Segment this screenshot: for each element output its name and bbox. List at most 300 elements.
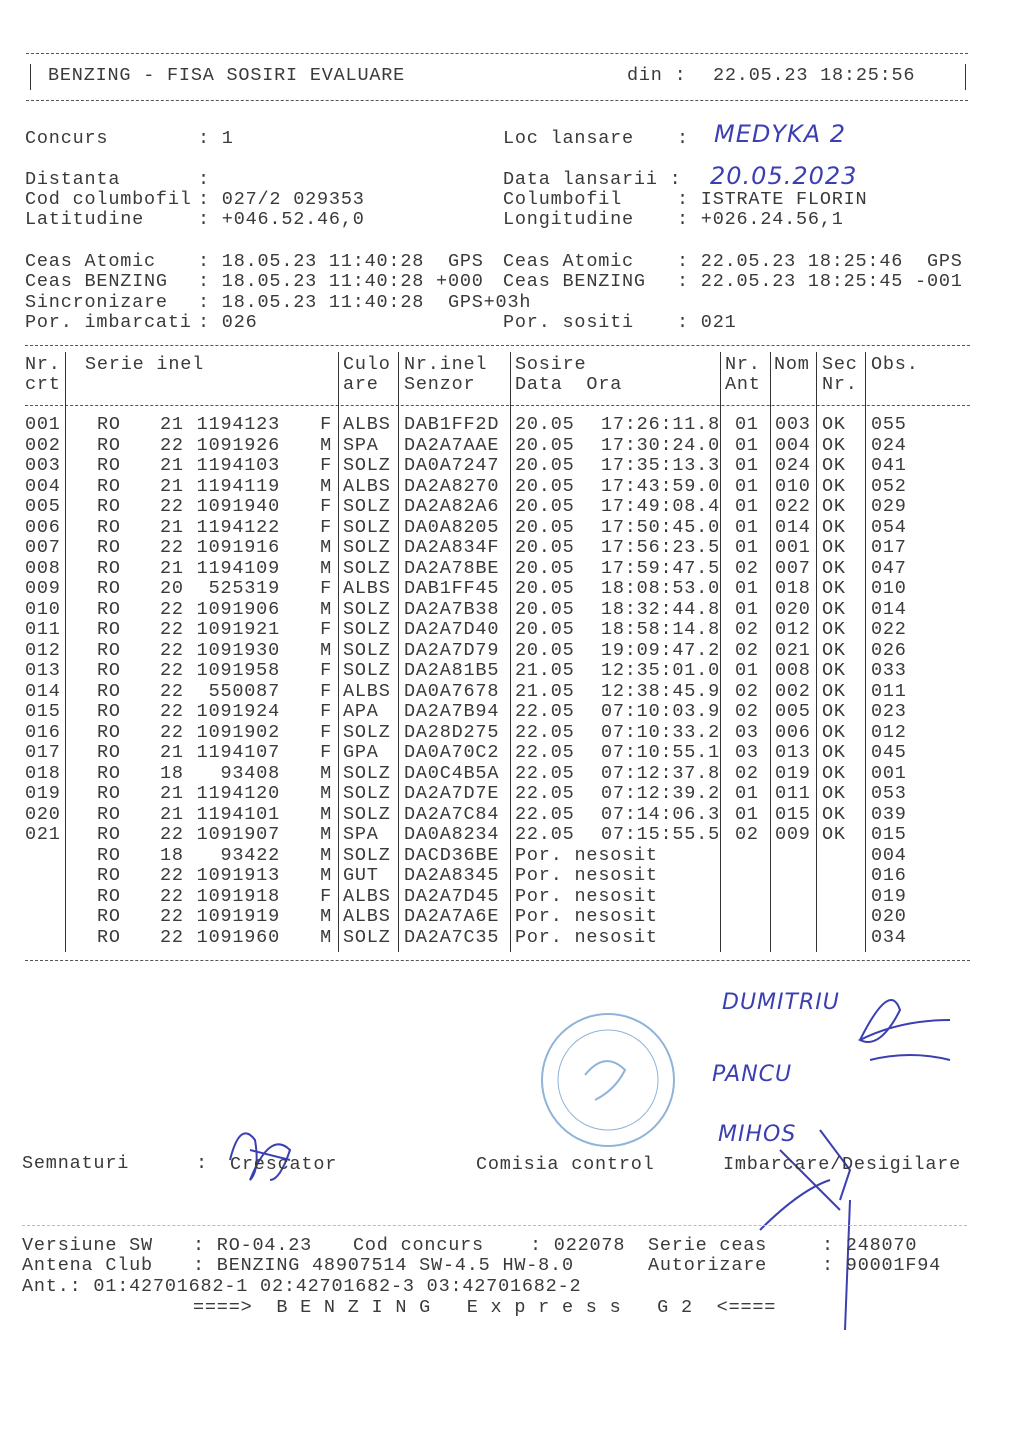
cell-arrival-time: 17:59:47.5 — [600, 557, 720, 579]
cell-nom: 019 — [775, 762, 811, 784]
cell-arrival-time: 17:56:23.5 — [600, 537, 720, 558]
cell-ring-number: 525319 — [208, 578, 280, 599]
cell-arrival-date: Por. nesosit — [515, 906, 658, 927]
cell-nr-crt: 020 — [25, 803, 61, 825]
ceas-benzing-start-label: Ceas BENZING — [25, 271, 168, 292]
cell-obs: 026 — [871, 639, 907, 661]
cell-antenna: 01 — [735, 475, 759, 497]
cell-country: RO — [97, 496, 121, 517]
ceas-atomic-end-label: Ceas Atomic — [503, 251, 634, 272]
cell-sec-nr: OK — [822, 660, 846, 681]
cell-nr-crt: 011 — [25, 619, 61, 640]
cell-obs: 010 — [871, 578, 907, 599]
cell-year: 22 — [160, 619, 184, 640]
cell-color: SOLZ — [343, 496, 391, 517]
cell-country: RO — [97, 475, 121, 497]
cod-concurs-value: : 022078 — [530, 1235, 626, 1256]
cell-color: SOLZ — [343, 803, 391, 825]
report-datetime: 22.05.23 18:25:56 — [713, 65, 916, 86]
cell-nr-crt: 002 — [25, 434, 61, 456]
cell-color: SOLZ — [343, 660, 391, 681]
cell-arrival-time: 12:35:01.0 — [600, 660, 720, 681]
cell-sensor-id: DA2A7B94 — [404, 701, 500, 722]
cell-country: RO — [97, 926, 121, 948]
cell-sec-nr: OK — [822, 475, 846, 497]
signature-name-pancu: PANCU — [712, 1062, 793, 1087]
cell-color: ALBS — [343, 680, 391, 702]
header-senzor: Senzor — [404, 374, 476, 395]
signature-name-dumitriu: DUMITRIU — [722, 990, 840, 1015]
cell-antenna: 01 — [735, 660, 759, 681]
concurs-value: : 1 — [198, 128, 234, 149]
cell-nom: 015 — [775, 803, 811, 825]
cell-sec-nr: OK — [822, 516, 846, 538]
cell-arrival-date: 22.05 — [515, 762, 575, 784]
cell-obs: 004 — [871, 844, 907, 866]
cell-arrival-time: 07:15:55.5 — [600, 824, 720, 845]
cell-country: RO — [97, 455, 121, 476]
cell-arrival-date: 20.05 — [515, 537, 575, 558]
cell-country: RO — [97, 783, 121, 804]
cell-color: GUT — [343, 865, 379, 886]
club-stamp — [542, 1014, 674, 1146]
cell-obs: 052 — [871, 475, 907, 497]
cell-sensor-id: DA2A8345 — [404, 865, 500, 886]
cell-obs: 019 — [871, 885, 907, 907]
cell-arrival-time: 07:14:06.3 — [600, 803, 720, 825]
cell-color: SOLZ — [343, 639, 391, 661]
cell-color: SOLZ — [343, 557, 391, 579]
cell-country: RO — [97, 906, 121, 927]
cell-color: SOLZ — [343, 762, 391, 784]
cell-sensor-id: DA2A7D7E — [404, 783, 500, 804]
cell-color: SOLZ — [343, 844, 391, 866]
cell-nom: 003 — [775, 414, 811, 435]
cell-country: RO — [97, 844, 121, 866]
cell-obs: 020 — [871, 906, 907, 927]
crescator-label: Crescator — [230, 1154, 338, 1175]
cell-arrival-date: 20.05 — [515, 414, 575, 435]
cell-obs: 024 — [871, 434, 907, 456]
cell-arrival-time: 07:12:39.2 — [600, 783, 720, 804]
cell-country: RO — [97, 721, 121, 743]
cell-sex: F — [320, 516, 332, 538]
cell-color: ALBS — [343, 578, 391, 599]
cell-arrival-time: 18:08:53.0 — [600, 578, 720, 599]
cell-arrival-time: 19:09:47.2 — [600, 639, 720, 661]
cell-antenna: 03 — [735, 742, 759, 763]
cell-country: RO — [97, 762, 121, 784]
cell-year: 21 — [160, 475, 184, 497]
cell-obs: 045 — [871, 742, 907, 763]
header-sec-nr: Nr. — [822, 374, 858, 395]
commission-signature-1 — [860, 1000, 950, 1060]
cell-arrival-date: 20.05 — [515, 455, 575, 476]
cell-antenna: 01 — [735, 414, 759, 435]
cell-ring-number: 1091924 — [196, 701, 280, 722]
cell-ring-number: 1091906 — [196, 598, 280, 620]
cell-sensor-id: DA0A7678 — [404, 680, 500, 702]
cell-ring-number: 93422 — [220, 844, 280, 866]
cell-year: 22 — [160, 660, 184, 681]
cell-country: RO — [97, 516, 121, 538]
cell-obs: 015 — [871, 824, 907, 845]
loc-lansare-label: Loc lansare — [503, 128, 634, 149]
ceas-atomic-start-label: Ceas Atomic — [25, 251, 156, 272]
cell-sensor-id: DA2A7B38 — [404, 598, 500, 620]
cell-sec-nr: OK — [822, 824, 846, 845]
cell-sec-nr: OK — [822, 598, 846, 620]
cell-obs: 053 — [871, 783, 907, 804]
cell-sec-nr: OK — [822, 680, 846, 702]
cell-arrival-date: 22.05 — [515, 783, 575, 804]
cell-arrival-date: 20.05 — [515, 557, 575, 579]
cell-nr-crt: 003 — [25, 455, 61, 476]
cell-sec-nr: OK — [822, 803, 846, 825]
cell-ring-number: 1091930 — [196, 639, 280, 661]
cell-nom: 013 — [775, 742, 811, 763]
cell-nom: 010 — [775, 475, 811, 497]
cell-color: ALBS — [343, 885, 391, 907]
latitudine-label: Latitudine — [25, 209, 145, 230]
cod-concurs-label: Cod concurs — [353, 1235, 484, 1256]
cell-arrival-date: Por. nesosit — [515, 926, 658, 948]
cell-sensor-id: DA0C4B5A — [404, 762, 500, 784]
cell-nom: 008 — [775, 660, 811, 681]
antenna-list: Ant.: 01:42701682-1 02:42701682-3 03:42701682-2 — [22, 1276, 582, 1297]
por-imbarcati-value: : 026 — [198, 312, 258, 333]
cell-color: GPA — [343, 742, 379, 763]
cell-sex: M — [320, 639, 332, 661]
cell-year: 21 — [160, 742, 184, 763]
cell-country: RO — [97, 578, 121, 599]
cell-year: 21 — [160, 455, 184, 476]
sincronizare-label: Sincronizare — [25, 292, 168, 313]
cell-ring-number: 1194119 — [196, 475, 280, 497]
autorizare-label: Autorizare — [648, 1255, 768, 1276]
cell-sex: M — [320, 762, 332, 784]
cell-year: 21 — [160, 414, 184, 435]
cell-sex: F — [320, 619, 332, 640]
cell-nr-crt: 014 — [25, 680, 61, 702]
cell-arrival-time: 07:12:37.8 — [600, 762, 720, 784]
cell-year: 22 — [160, 885, 184, 907]
cell-year: 18 — [160, 762, 184, 784]
cell-nr-crt: 006 — [25, 516, 61, 538]
cell-country: RO — [97, 660, 121, 681]
cell-sensor-id: DAB1FF45 — [404, 578, 500, 599]
por-sositi-label: Por. sositi — [503, 312, 634, 333]
header-culoare-1: Culo — [343, 354, 391, 375]
header-nr: Nr. — [25, 354, 61, 375]
cell-sec-nr: OK — [822, 742, 846, 763]
cell-sex: M — [320, 803, 332, 825]
cell-nom: 018 — [775, 578, 811, 599]
cell-ring-number: 1091913 — [196, 865, 280, 886]
cell-sensor-id: DA28D275 — [404, 721, 500, 743]
cell-obs: 016 — [871, 865, 907, 886]
cell-sec-nr: OK — [822, 496, 846, 517]
cell-country: RO — [97, 824, 121, 845]
data-lansarii-handwritten: 20.05.2023 — [710, 162, 858, 190]
cell-nr-crt: 013 — [25, 660, 61, 681]
cell-sec-nr: OK — [822, 639, 846, 661]
cell-sex: F — [320, 742, 332, 763]
cell-country: RO — [97, 414, 121, 435]
cell-arrival-date: Por. nesosit — [515, 885, 658, 907]
cell-sec-nr: OK — [822, 557, 846, 579]
cell-arrival-time: 18:32:44.8 — [600, 598, 720, 620]
cell-sensor-id: DA2A82A6 — [404, 496, 500, 517]
cell-obs: 034 — [871, 926, 907, 948]
header-nom: Nom — [774, 354, 810, 375]
cell-nr-crt: 009 — [25, 578, 61, 599]
cell-ring-number: 1091919 — [196, 906, 280, 927]
cell-antenna: 02 — [735, 824, 759, 845]
cell-obs: 012 — [871, 721, 907, 743]
cell-sensor-id: DA2A78BE — [404, 557, 500, 579]
cell-arrival-time: 17:30:24.0 — [600, 434, 720, 456]
cell-sensor-id: DA2A7D45 — [404, 885, 500, 907]
latitudine-value: : +046.52.46,0 — [198, 209, 365, 230]
header-data-ora: Data Ora — [515, 374, 623, 395]
cell-antenna: 01 — [735, 783, 759, 804]
cell-arrival-date: 22.05 — [515, 803, 575, 825]
versiune-sw-value: : RO-04.23 — [193, 1235, 313, 1256]
cell-nom: 002 — [775, 680, 811, 702]
cell-arrival-time: 17:35:13.3 — [600, 455, 720, 476]
cell-antenna: 02 — [735, 619, 759, 640]
cell-arrival-date: 20.05 — [515, 598, 575, 620]
header-culoare-2: are — [343, 374, 379, 395]
cell-sensor-id: DA2A7C35 — [404, 926, 500, 948]
cell-arrival-date: 20.05 — [515, 578, 575, 599]
cell-nom: 024 — [775, 455, 811, 476]
cell-sex: M — [320, 844, 332, 866]
cell-arrival-date: 20.05 — [515, 434, 575, 456]
cell-nom: 007 — [775, 557, 811, 579]
cell-sensor-id: DACD36BE — [404, 844, 500, 866]
cell-antenna: 01 — [735, 434, 759, 456]
cell-ring-number: 1091926 — [196, 434, 280, 456]
cell-sensor-id: DA2A7AAE — [404, 434, 500, 456]
por-sositi-value: : 021 — [677, 312, 737, 333]
cell-year: 22 — [160, 434, 184, 456]
cell-nr-crt: 015 — [25, 701, 61, 722]
cell-sensor-id: DA0A8234 — [404, 824, 500, 845]
comisia-control-label: Comisia control — [476, 1154, 655, 1175]
cell-nr-crt: 016 — [25, 721, 61, 743]
cell-antenna: 01 — [735, 578, 759, 599]
cell-color: SOLZ — [343, 598, 391, 620]
cell-sec-nr: OK — [822, 455, 846, 476]
cell-color: SOLZ — [343, 516, 391, 538]
cell-year: 22 — [160, 906, 184, 927]
cell-year: 20 — [160, 578, 184, 599]
cell-nom: 020 — [775, 598, 811, 620]
cell-sec-nr: OK — [822, 783, 846, 804]
cell-color: SPA — [343, 434, 379, 456]
cell-arrival-date: 22.05 — [515, 742, 575, 763]
cell-ring-number: 1091940 — [196, 496, 280, 517]
cell-nr-crt: 021 — [25, 824, 61, 845]
cell-sex: M — [320, 824, 332, 845]
cell-country: RO — [97, 619, 121, 640]
columbofil-value: : ISTRATE FLORIN — [677, 189, 868, 210]
cell-sec-nr: OK — [822, 578, 846, 599]
cell-nom: 022 — [775, 496, 811, 517]
cell-sensor-id: DAB1FF2D — [404, 414, 500, 435]
header-sosire: Sosire — [515, 354, 587, 375]
loc-lansare-colon: : — [677, 128, 689, 149]
din-label: din : — [627, 65, 687, 86]
cell-obs: 039 — [871, 803, 907, 825]
header-nr-ant: Nr. — [725, 354, 761, 375]
cell-country: RO — [97, 598, 121, 620]
cell-arrival-time: 18:58:14.8 — [600, 619, 720, 640]
cell-sex: F — [320, 455, 332, 476]
cell-arrival-date: 20.05 — [515, 619, 575, 640]
semnaturi-colon: : — [196, 1153, 208, 1174]
cell-country: RO — [97, 865, 121, 886]
cell-obs: 047 — [871, 557, 907, 579]
cell-ring-number: 1091907 — [196, 824, 280, 845]
cell-color: APA — [343, 701, 379, 722]
cell-ring-number: 1091902 — [196, 721, 280, 743]
distanta-value: : — [198, 169, 210, 190]
cell-country: RO — [97, 803, 121, 825]
cell-sensor-id: DA2A81B5 — [404, 660, 500, 681]
cell-arrival-date: 22.05 — [515, 701, 575, 722]
cell-color: SOLZ — [343, 926, 391, 948]
cell-nom: 006 — [775, 721, 811, 743]
header-obs: Obs. — [871, 354, 919, 375]
cell-arrival-date: 22.05 — [515, 721, 575, 743]
cell-ring-number: 1091960 — [196, 926, 280, 948]
cell-year: 22 — [160, 926, 184, 948]
cell-sex: M — [320, 783, 332, 804]
cell-country: RO — [97, 434, 121, 456]
semnaturi-label: Semnaturi — [22, 1153, 130, 1174]
cell-sensor-id: DA0A8205 — [404, 516, 500, 538]
cell-country: RO — [97, 537, 121, 558]
cell-obs: 001 — [871, 762, 907, 784]
longitudine-label: Longitudine — [503, 209, 634, 230]
sincronizare-value: : 18.05.23 11:40:28 GPS+03h — [198, 292, 532, 313]
cell-ring-number: 1091921 — [196, 619, 280, 640]
signature-name-mihos: MIHOS — [718, 1122, 797, 1147]
cell-year: 21 — [160, 557, 184, 579]
cell-sex: M — [320, 537, 332, 558]
cell-sex: M — [320, 598, 332, 620]
cell-nom: 021 — [775, 639, 811, 661]
cell-color: SPA — [343, 824, 379, 845]
concurs-label: Concurs — [25, 128, 109, 149]
cell-antenna: 01 — [735, 516, 759, 538]
versiune-sw-label: Versiune SW — [22, 1235, 153, 1256]
cell-color: SOLZ — [343, 455, 391, 476]
antena-club-value: : BENZING 48907514 SW-4.5 HW-8.0 — [193, 1255, 574, 1276]
cell-ring-number: 93408 — [220, 762, 280, 784]
cell-antenna: 01 — [735, 537, 759, 558]
cell-obs: 023 — [871, 701, 907, 722]
cell-sex: M — [320, 475, 332, 497]
cell-sensor-id: DA2A7D40 — [404, 619, 500, 640]
cell-sensor-id: DA2A834F — [404, 537, 500, 558]
cell-sec-nr: OK — [822, 701, 846, 722]
cell-arrival-date: Por. nesosit — [515, 844, 658, 866]
cell-sensor-id: DA0A7247 — [404, 455, 500, 476]
cell-color: ALBS — [343, 414, 391, 435]
footer-separator — [22, 1225, 967, 1226]
cell-sensor-id: DA2A7D79 — [404, 639, 500, 661]
cell-sex: M — [320, 926, 332, 948]
columbofil-label: Columbofil — [503, 189, 623, 210]
cell-obs: 011 — [871, 680, 907, 702]
cell-nom: 005 — [775, 701, 811, 722]
cell-nom: 014 — [775, 516, 811, 538]
cell-antenna: 01 — [735, 803, 759, 825]
header-serie-inel: Serie inel — [85, 354, 205, 375]
cell-nr-crt: 001 — [25, 414, 61, 435]
cell-sensor-id: DA0A70C2 — [404, 742, 500, 763]
data-lansarii-label: Data lansarii : — [503, 169, 682, 190]
autorizare-value: : 90001F94 — [822, 1255, 942, 1276]
cell-year: 21 — [160, 803, 184, 825]
cell-ring-number: 1091916 — [196, 537, 280, 558]
cell-obs: 029 — [871, 496, 907, 517]
cell-sec-nr: OK — [822, 619, 846, 640]
cell-sex: F — [320, 701, 332, 722]
cell-year: 21 — [160, 783, 184, 804]
cell-country: RO — [97, 701, 121, 722]
cell-arrival-time: 07:10:03.9 — [600, 701, 720, 722]
ceas-benzing-end-label: Ceas BENZING — [503, 271, 646, 292]
cell-nr-crt: 012 — [25, 639, 61, 661]
cell-arrival-date: 20.05 — [515, 516, 575, 538]
cell-obs: 017 — [871, 537, 907, 558]
cell-obs: 054 — [871, 516, 907, 538]
imbarcare-desigilare-label: Imbarcare/Desigilare — [723, 1154, 962, 1175]
cell-year: 22 — [160, 537, 184, 558]
cell-ring-number: 1194101 — [196, 803, 280, 825]
cell-ring-number: 1194107 — [196, 742, 280, 763]
cell-ring-number: 550087 — [208, 680, 280, 702]
cell-year: 18 — [160, 844, 184, 866]
cell-sex: M — [320, 865, 332, 886]
cell-arrival-date: 22.05 — [515, 824, 575, 845]
cell-antenna: 02 — [735, 762, 759, 784]
cell-sex: M — [320, 906, 332, 927]
cell-sex: F — [320, 721, 332, 743]
cell-color: SOLZ — [343, 783, 391, 804]
cell-sensor-id: DA2A7C84 — [404, 803, 500, 825]
cell-ring-number: 1194103 — [196, 455, 280, 476]
ceas-atomic-end-value: : 22.05.23 18:25:46 GPS — [677, 251, 963, 272]
cell-sex: F — [320, 660, 332, 681]
cell-year: 22 — [160, 680, 184, 702]
cell-arrival-time: 17:49:08.4 — [600, 496, 720, 517]
header-ant: Ant — [725, 374, 761, 395]
cell-obs: 033 — [871, 660, 907, 681]
cell-country: RO — [97, 557, 121, 579]
antena-club-label: Antena Club — [22, 1255, 153, 1276]
cell-year: 22 — [160, 639, 184, 661]
por-imbarcati-label: Por. imbarcati — [25, 312, 192, 333]
cell-nom: 004 — [775, 434, 811, 456]
cell-country: RO — [97, 742, 121, 763]
cell-nr-crt: 005 — [25, 496, 61, 517]
